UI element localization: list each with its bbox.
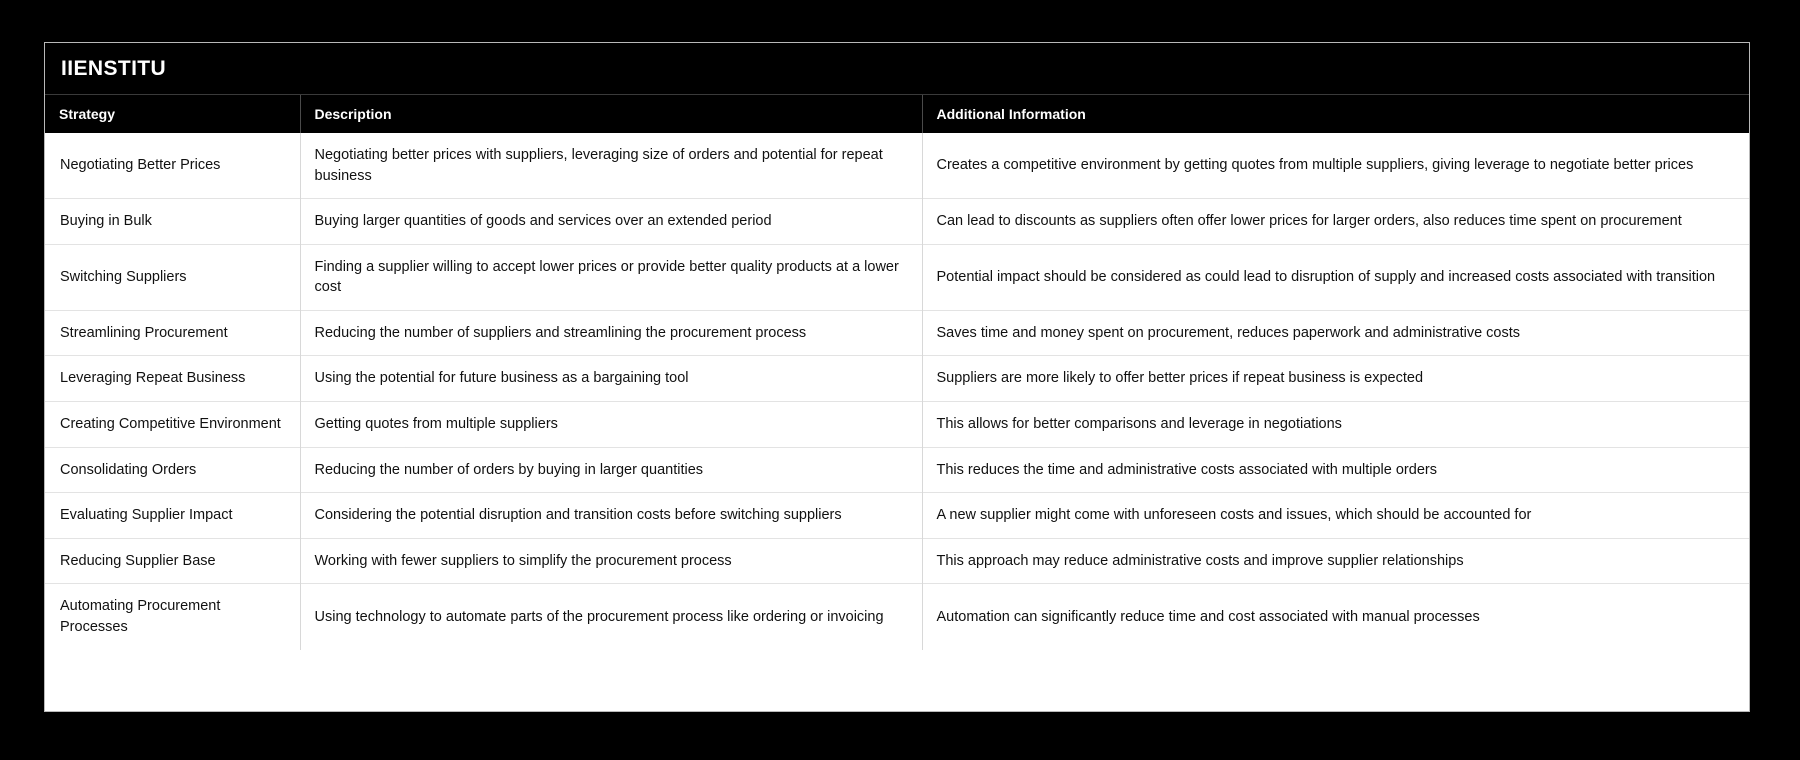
brand-title: IIENSTITU bbox=[61, 57, 167, 80]
cell-strategy: Consolidating Orders bbox=[45, 447, 300, 493]
column-header-additional-information[interactable]: Additional Information bbox=[922, 95, 1749, 133]
cell-additional-information: This reduces the time and administrative costs associated with multiple orders bbox=[922, 447, 1749, 493]
cell-additional-information: Creates a competitive environment by getting quotes from multiple suppliers, giving leverage to negotiate better prices bbox=[922, 133, 1749, 199]
table-row[interactable] bbox=[45, 310, 1749, 356]
cell-strategy: Switching Suppliers bbox=[45, 244, 300, 310]
cell-strategy: Automating Procurement Processes bbox=[45, 584, 300, 650]
table-body bbox=[45, 133, 1749, 650]
table-header-row bbox=[45, 95, 1749, 133]
brand-header bbox=[45, 43, 1749, 95]
cell-additional-information: Potential impact should be considered as could lead to disruption of supply and increased costs associated with transition bbox=[922, 244, 1749, 310]
procurement-strategies-table bbox=[45, 95, 1749, 650]
table-row[interactable] bbox=[45, 584, 1749, 650]
table-row[interactable] bbox=[45, 402, 1749, 448]
cell-description: Working with fewer suppliers to simplify the procurement process bbox=[300, 538, 922, 584]
cell-additional-information: A new supplier might come with unforeseen costs and issues, which should be accounted for bbox=[922, 493, 1749, 539]
cell-strategy: Creating Competitive Environment bbox=[45, 402, 300, 448]
cell-additional-information: Can lead to discounts as suppliers often offer lower prices for larger orders, also reduces time spent on procurement bbox=[922, 199, 1749, 245]
cell-strategy: Reducing Supplier Base bbox=[45, 538, 300, 584]
cell-additional-information: This allows for better comparisons and leverage in negotiations bbox=[922, 402, 1749, 448]
cell-additional-information: Automation can significantly reduce time and cost associated with manual processes bbox=[922, 584, 1749, 650]
table-row[interactable] bbox=[45, 447, 1749, 493]
cell-description: Using the potential for future business as a bargaining tool bbox=[300, 356, 922, 402]
cell-additional-information: This approach may reduce administrative costs and improve supplier relationships bbox=[922, 538, 1749, 584]
table-card bbox=[44, 42, 1750, 712]
table-row[interactable] bbox=[45, 493, 1749, 539]
column-header-strategy[interactable]: Strategy bbox=[45, 95, 300, 133]
cell-description: Getting quotes from multiple suppliers bbox=[300, 402, 922, 448]
cell-description: Negotiating better prices with suppliers, leveraging size of orders and potential for repeat business bbox=[300, 133, 922, 199]
cell-description: Considering the potential disruption and transition costs before switching suppliers bbox=[300, 493, 922, 539]
cell-description: Using technology to automate parts of the procurement process like ordering or invoicing bbox=[300, 584, 922, 650]
cell-description: Reducing the number of orders by buying in larger quantities bbox=[300, 447, 922, 493]
table-header bbox=[45, 95, 1749, 133]
cell-strategy: Buying in Bulk bbox=[45, 199, 300, 245]
cell-strategy: Negotiating Better Prices bbox=[45, 133, 300, 199]
cell-strategy: Leveraging Repeat Business bbox=[45, 356, 300, 402]
cell-description: Reducing the number of suppliers and streamlining the procurement process bbox=[300, 310, 922, 356]
table-row[interactable] bbox=[45, 244, 1749, 310]
table-scroll-area bbox=[45, 95, 1749, 711]
cell-strategy: Evaluating Supplier Impact bbox=[45, 493, 300, 539]
cell-description: Finding a supplier willing to accept lower prices or provide better quality products at a lower cost bbox=[300, 244, 922, 310]
cell-additional-information: Saves time and money spent on procurement, reduces paperwork and administrative costs bbox=[922, 310, 1749, 356]
cell-description: Buying larger quantities of goods and services over an extended period bbox=[300, 199, 922, 245]
table-row[interactable] bbox=[45, 356, 1749, 402]
column-header-description[interactable]: Description bbox=[300, 95, 922, 133]
table-row[interactable] bbox=[45, 538, 1749, 584]
table-row[interactable] bbox=[45, 199, 1749, 245]
table-row[interactable] bbox=[45, 133, 1749, 199]
cell-additional-information: Suppliers are more likely to offer better prices if repeat business is expected bbox=[922, 356, 1749, 402]
cell-strategy: Streamlining Procurement bbox=[45, 310, 300, 356]
